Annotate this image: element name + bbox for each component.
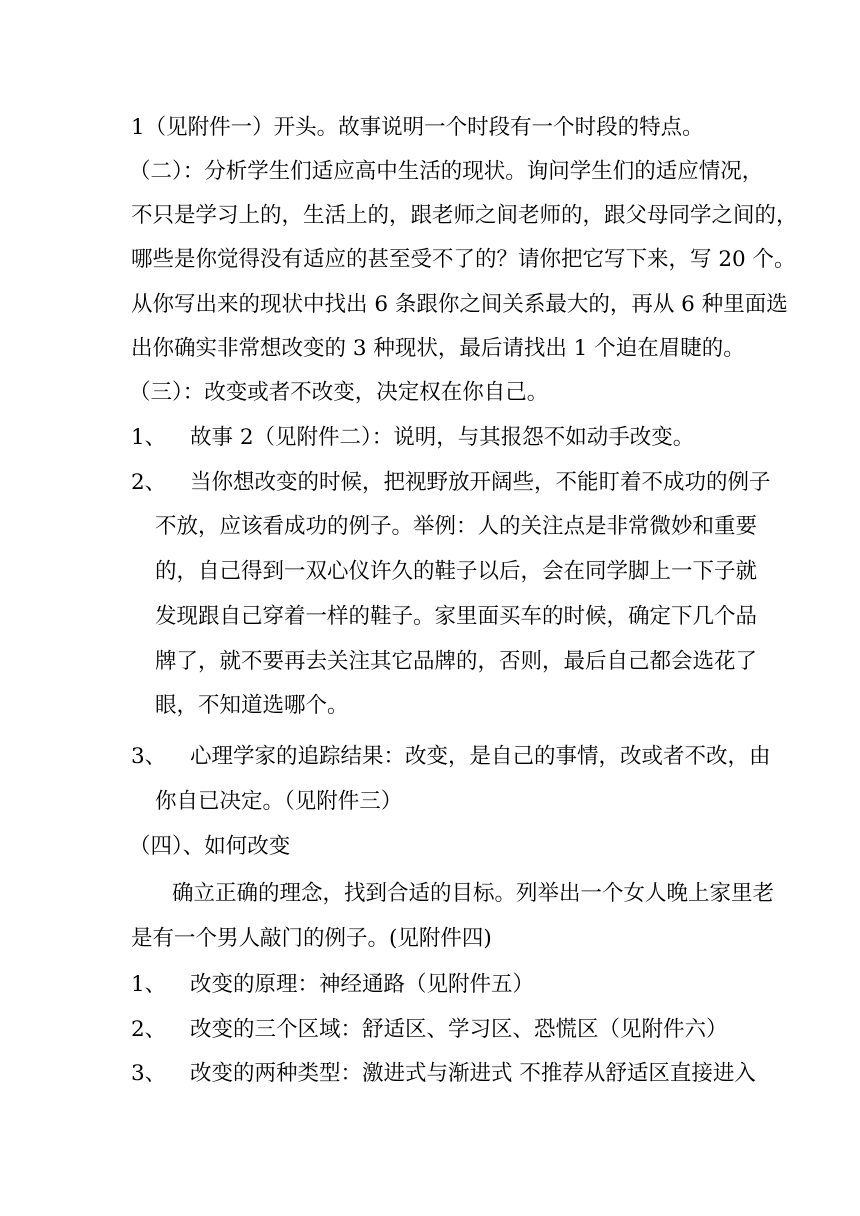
list-text: 发现跟自己穿着一样的鞋子。家里面买车的时候，确定下几个品 [155, 604, 758, 629]
list-text: 改变的两种类型：激进式与渐进式 不推荐从舒适区直接进入 [190, 1061, 756, 1086]
line-text: （二）：分析学生们适应高中生活的现状。询问学生们的适应情况， [129, 159, 764, 184]
paragraph-line [0, 106, 860, 150]
line-text: 1（见附件一）开头。故事说明一个时段有一个时段的特点。 [131, 115, 704, 140]
list-text: 故事 2（见附件二）：说明，与其报怨不如动手改变。 [190, 425, 695, 450]
list-item [0, 461, 860, 505]
section-heading-4 [0, 825, 860, 869]
line-text: 哪些是你觉得没有适应的甚至受不了的？请你把它写下来，写 20 个。 [131, 247, 796, 272]
line-text: 从你写出来的现状中找出 6 条跟你之间关系最大的，再从 6 种里面选 [131, 292, 788, 317]
line-text: 不只是学习上的，生活上的，跟老师之间老师的，跟父母同学之间的， [131, 203, 798, 228]
list-item-continuation [0, 595, 860, 639]
paragraph-line [0, 872, 860, 916]
list-text: 牌了，就不要再去关注其它品牌的，否则，最后自己都会选花了 [155, 649, 758, 674]
list-item [0, 1052, 860, 1096]
list-item-continuation [0, 640, 860, 684]
list-number: 1、 [131, 972, 167, 997]
list-text: 心理学家的追踪结果：改变，是自己的事情，改或者不改，由 [190, 744, 771, 769]
list-item [0, 735, 860, 779]
list-item [0, 963, 860, 1007]
paragraph-line [0, 194, 860, 238]
line-text: 是有一个男人敲门的例子。(见附件四) [131, 926, 492, 951]
list-text: 的，自己得到一双心仪许久的鞋子以后，会在同学脚上一下子就 [155, 559, 758, 584]
list-text: 不放，应该看成功的例子。举例：人的关注点是非常微妙和重要 [155, 514, 758, 539]
list-item-continuation [0, 684, 860, 728]
section-heading-3 [0, 371, 860, 415]
list-number: 3、 [131, 744, 167, 769]
list-item [0, 1008, 860, 1052]
list-number: 1、 [131, 425, 167, 450]
line-text: （四）、如何改变 [129, 834, 291, 859]
list-number: 2、 [131, 1017, 167, 1042]
line-text: 出你确实非常想改变的 3 种现状，最后请找出 1 个迫在眉睫的。 [131, 336, 745, 361]
list-item-continuation [0, 550, 860, 594]
line-text: （三）：改变或者不改变，决定权在你自己。 [129, 380, 549, 405]
list-number: 2、 [131, 470, 167, 495]
section-heading-2 [0, 150, 860, 194]
paragraph-line [0, 238, 860, 282]
paragraph-line [0, 917, 860, 961]
list-item [0, 416, 860, 460]
list-item-continuation [0, 505, 860, 549]
list-text: 改变的三个区域：舒适区、学习区、恐慌区（见附件六） [190, 1017, 728, 1042]
list-text: 眼，不知道选哪个。 [155, 693, 349, 718]
paragraph-line [0, 283, 860, 327]
line-text: 确立正确的理念，找到合适的目标。列举出一个女人晚上家里老 [172, 881, 775, 906]
list-text: 你自已决定。（见附件三） [155, 789, 403, 814]
paragraph-line [0, 327, 860, 371]
list-item-continuation [0, 780, 860, 824]
list-number: 3、 [131, 1061, 167, 1086]
list-text: 改变的原理：神经通路（见附件五） [190, 972, 535, 997]
list-text: 当你想改变的时候，把视野放开阔些，不能盯着不成功的例子 [190, 470, 771, 495]
